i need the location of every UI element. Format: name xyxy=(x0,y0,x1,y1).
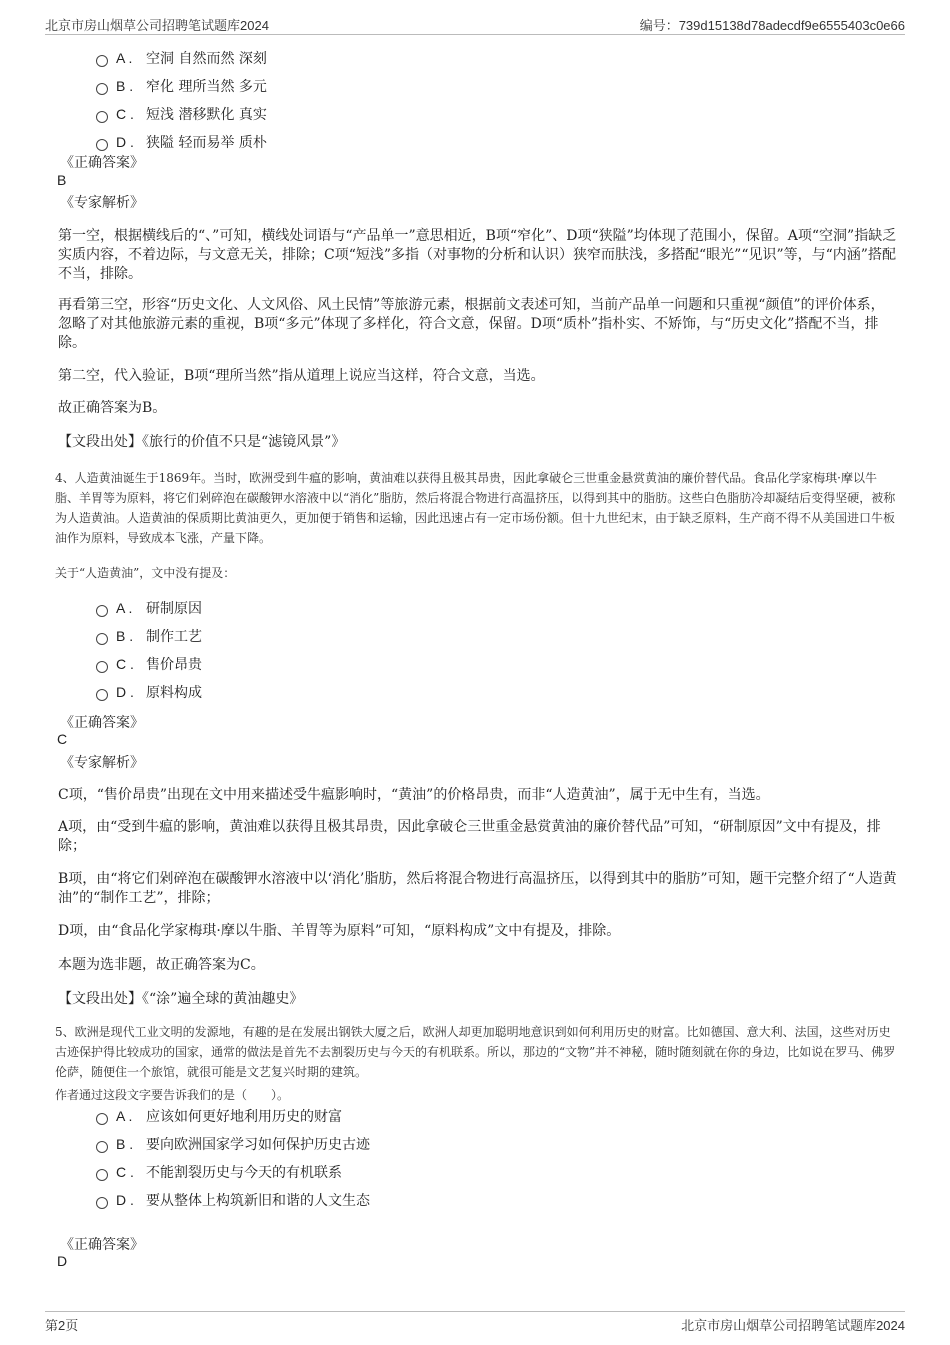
q4-source: 【文段出处】《“涂”遍全球的黄油趣史》 xyxy=(58,991,304,1007)
q3-analysis-label: 《专家解析》 xyxy=(60,195,144,211)
q4-answer: C xyxy=(57,731,68,747)
q5-passage: 5、欧洲是现代工业文明的发源地，有趣的是在发展出钢铁大厦之后，欧洲人却更加聪明地意识到如何利用历史的财富。比如德国、意大利、法国，这些对历史古迹保护得比较成功的国家，通常的做法是首先不去割裂历史与今天的有机联系。所以，那边的“文物”并不神秘，随时随刻就在你的身边，比如说在罗马、佛罗伦萨，随便住一个旅馆，就很可能是文艺复兴时期的建筑。 xyxy=(55,1025,896,1079)
q5-option-d[interactable]: D . 要从整体上构筑新旧和谐的人文生态 xyxy=(96,1186,370,1214)
radio-icon[interactable] xyxy=(96,689,108,701)
q3-analysis-para-1: 第一空，根据横线后的“、”可知，横线处词语与“产品单一”意思相近，B项“窄化”、D项“狭隘”均体现了范围小，保留。A项“空洞”指缺乏实质内容，不着边际，与文意无关，排除；C项“短浅”多指（对事物的分析和认识）狭窄而肤浅，多搭配“眼光”“见识”等，与“内涵”搭配不当，排除。 xyxy=(58,228,897,282)
radio-icon[interactable] xyxy=(96,1113,108,1125)
header-serial: 编号：739d15138d78adecdf9e6555403c0e66 xyxy=(639,18,905,33)
radio-icon[interactable] xyxy=(96,1197,108,1209)
q3-source: 【文段出处】《旅行的价值不只是“滤镜风景”》 xyxy=(58,434,346,450)
page-number: 第2页 xyxy=(45,1318,79,1333)
q3-option-c[interactable]: C . 短浅 潜移默化 真实 xyxy=(96,100,267,128)
footer-title: 北京市房山烟草公司招聘笔试题库2024 xyxy=(681,1318,905,1333)
q5-answer-label: 《正确答案》 xyxy=(60,1237,144,1253)
q4-analysis-para-2: A项，由“受到牛瘟的影响，黄油难以获得且极其昂贵，因此拿破仑三世重金悬赏黄油的廉价替代品”可知，“研制原因”文中有提及，排除； xyxy=(58,819,881,854)
q5-option-b[interactable]: B . 要向欧洲国家学习如何保护历史古迹 xyxy=(96,1130,370,1158)
q4-options xyxy=(96,594,202,706)
q4-analysis-para-5: 本题为选非题，故正确答案为C。 xyxy=(58,957,265,973)
q3-analysis-para-3: 第二空，代入验证，B项“理所当然”指从道理上说应当这样，符合文意，当选。 xyxy=(58,368,545,384)
q4-analysis-para-4: D项，由“食品化学家梅琪·摩以牛脂、羊胃等为原料”可知，“原料构成”文中有提及，排除。 xyxy=(58,923,621,939)
radio-icon[interactable] xyxy=(96,1141,108,1153)
q5-answer: D xyxy=(57,1253,68,1269)
q4-passage: 4、人造黄油诞生于1869年。当时，欧洲受到牛瘟的影响，黄油难以获得且极其昂贵，因此拿破仑三世重金悬赏黄油的廉价替代品。食品化学家梅琪·摩以牛脂、羊胃等为原料，将它们剁碎泡在碳酸钾水溶液中以“消化”脂肪，然后将混合物进行高温挤压，以得到其中的脂肪。这些白色脂肪冷却凝结后变得坚硬，被称为人造黄油。人造黄油的保质期比黄油更久，更加便于销售和运输，因此迅速占有一定市场份额。但十九世纪末，由于缺乏原料，生产商不得不从美国进口牛板油作为原料，导致成本飞涨，产量下降。 xyxy=(55,471,896,545)
q3-analysis-para-2: 再看第三空，形容“历史文化、人文风俗、风土民情”等旅游元素，根据前文表述可知，当前产品单一问题和只重视“颜值”的评价体系，忽略了对其他旅游元素的重视，B项“多元”体现了多样化，符合文意，保留。D项“质朴”指朴实、不矫饰，与“历史文化”搭配不当，排除。 xyxy=(58,297,885,351)
q5-stem: 作者通过这段文字要告诉我们的是（ ）。 xyxy=(55,1088,290,1102)
q4-option-c[interactable]: C . 售价昂贵 xyxy=(96,650,202,678)
q4-analysis-para-3: B项，由“将它们剁碎泡在碳酸钾水溶液中以‘消化’脂肪，然后将混合物进行高温挤压，以得到其中的脂肪”可知，题干完整介绍了“人造黄油”的“制作工艺”，排除； xyxy=(58,871,897,906)
q3-option-d[interactable]: D . 狭隘 轻而易举 质朴 xyxy=(96,128,267,156)
q4-option-a[interactable]: A . 研制原因 xyxy=(96,594,202,622)
q4-analysis-label: 《专家解析》 xyxy=(60,755,144,771)
radio-icon[interactable] xyxy=(96,83,108,95)
q5-option-c[interactable]: C . 不能割裂历史与今天的有机联系 xyxy=(96,1158,370,1186)
q4-analysis-para-1: C项，“售价昂贵”出现在文中用来描述受牛瘟影响时，“黄油”的价格昂贵，而非“人造黄油”，属于无中生有，当选。 xyxy=(58,787,770,803)
q5-option-a[interactable]: A . 应该如何更好地利用历史的财富 xyxy=(96,1102,370,1130)
q3-option-b[interactable]: B . 窄化 理所当然 多元 xyxy=(96,72,267,100)
q4-option-b[interactable]: B . 制作工艺 xyxy=(96,622,202,650)
q3-analysis-para-4: 故正确答案为B。 xyxy=(58,400,167,416)
radio-icon[interactable] xyxy=(96,111,108,123)
radio-icon[interactable] xyxy=(96,633,108,645)
radio-icon[interactable] xyxy=(96,1169,108,1181)
header-title: 北京市房山烟草公司招聘笔试题库2024 xyxy=(45,18,269,33)
radio-icon[interactable] xyxy=(96,139,108,151)
q5-options xyxy=(96,1102,370,1214)
q3-answer-label: 《正确答案》 xyxy=(60,155,144,171)
radio-icon[interactable] xyxy=(96,605,108,617)
q3-answer: B xyxy=(57,172,67,188)
page-header xyxy=(45,12,905,35)
q3-option-a[interactable]: A . 空洞 自然而然 深刻 xyxy=(96,44,267,72)
q4-option-d[interactable]: D . 原料构成 xyxy=(96,678,202,706)
radio-icon[interactable] xyxy=(96,661,108,673)
radio-icon[interactable] xyxy=(96,55,108,67)
q4-stem: 关于“人造黄油”，文中没有提及： xyxy=(55,566,236,580)
page-footer xyxy=(45,1311,905,1337)
q3-options xyxy=(96,44,267,156)
q4-answer-label: 《正确答案》 xyxy=(60,715,144,731)
